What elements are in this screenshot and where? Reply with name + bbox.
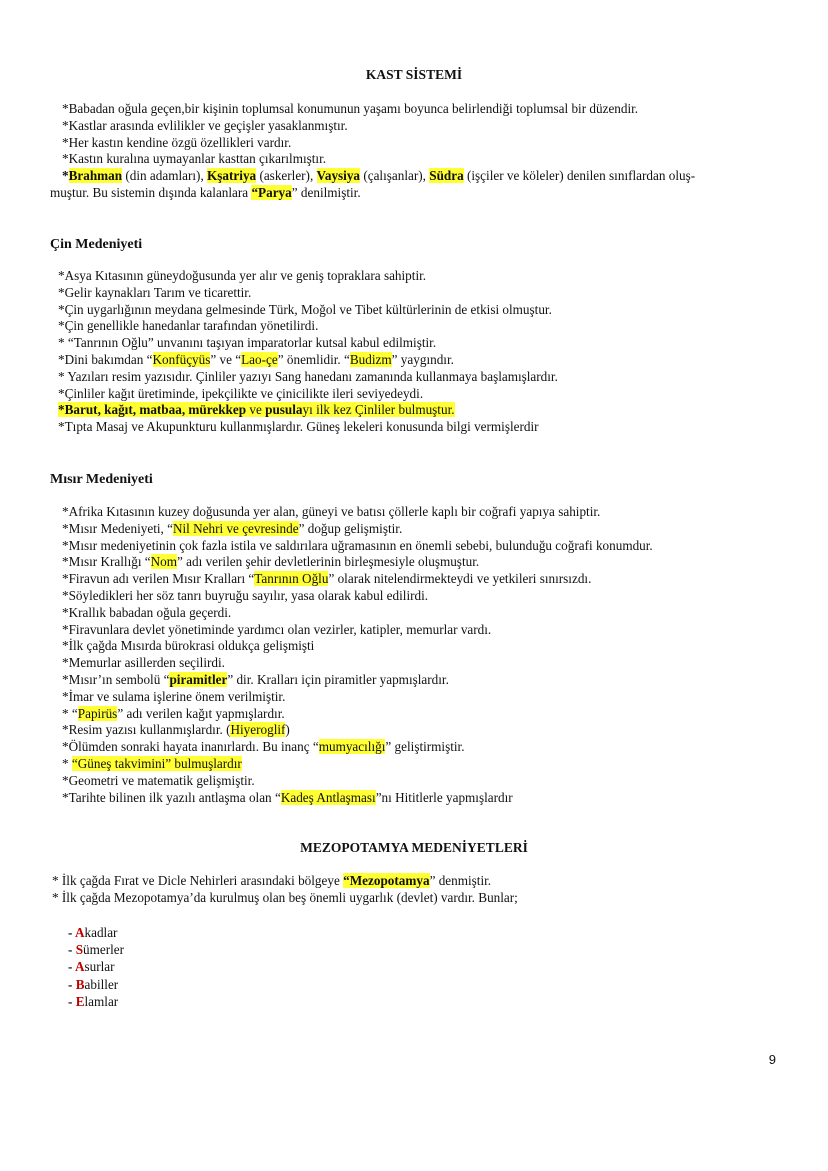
misir-line-3: *Mısır medeniyetinin çok fazla istila ve saldırılara uğramasının en önemli sebebi, bulunduğu coğrafi konumdur. — [62, 537, 653, 553]
kast-text-f: ” denilmiştir. — [291, 185, 361, 200]
misir-text-16a: * — [62, 755, 72, 771]
misir-hiyeroglif: Hiyeroglif — [230, 722, 286, 738]
mezo-line-1 — [52, 873, 518, 890]
misir-text-5b: ” olarak nitelendirmekteydi ve yetkileri sınırsızdı. — [328, 571, 592, 587]
list-dash: - — [68, 976, 76, 992]
mezo-section — [52, 873, 518, 907]
kast-text-e: muştur. Bu sistemin dışında kalanlara — [50, 185, 252, 200]
misir-line-18 — [62, 790, 653, 807]
kast-line-2: *Kastlar arasında evlilikler ve geçişler yasaklanmıştır. — [62, 117, 348, 133]
kast-title: KAST SİSTEMİ — [365, 67, 463, 82]
cin-pusula: pusula — [265, 402, 303, 418]
misir-text-15b: ” geliştirmiştir. — [385, 739, 465, 755]
misir-line-13 — [62, 706, 653, 723]
cin-line-9 — [58, 402, 558, 419]
misir-papirus: Papirüs — [77, 705, 118, 721]
mezo-mezopotamya: “Mezopotamya — [343, 873, 430, 888]
list-initial: A — [74, 925, 85, 940]
list-item — [68, 958, 124, 975]
cin-text-c: ” önemlidir. “ — [277, 351, 350, 367]
cin-lao-ce: Lao-çe — [241, 351, 278, 367]
misir-line-7: *Krallık babadan oğula geçerdi. — [62, 604, 232, 620]
misir-text-11a: *Mısır’ın sembolü “ — [62, 671, 170, 687]
list-initial: A — [74, 959, 85, 975]
civilization-list — [68, 924, 124, 1010]
kast-vaysiya: Vaysiya — [316, 168, 361, 184]
list-initial: B — [75, 976, 85, 992]
cin-text-a: *Dini bakımdan “ — [58, 351, 153, 367]
misir-text-15a: *Ölümden sonraki hayata inanırlardı. Bu inanç “ — [62, 739, 319, 755]
cin-text-d: ” yaygındır. — [391, 351, 454, 367]
misir-line-14 — [62, 722, 653, 739]
kast-brahman: Brahman — [68, 168, 123, 184]
misir-mumyacilik: mumyacılığı — [318, 739, 386, 755]
misir-line-6: *Söyledikleri her söz tanrı buyruğu sayılır, yasa olarak kabul edilirdi. — [62, 587, 429, 603]
misir-line-9: *İlk çağda Mısırda bürokrasi oldukça gelişmişti — [62, 638, 315, 654]
list-dash: - — [68, 925, 75, 940]
list-initial: S — [75, 942, 84, 958]
cin-line-4: *Çin genellikle hanedanlar tarafından yönetilirdi. — [58, 318, 319, 334]
misir-tanrinin-oglu: Tanrının Oğlu — [254, 571, 329, 587]
misir-text-14a: *Resim yazısı kullanmışlardır. ( — [62, 722, 231, 738]
list-item — [68, 976, 124, 993]
misir-text-14b: ) — [285, 722, 290, 738]
mezo-title: MEZOPOTAMYA MEDENİYETLERİ — [300, 840, 528, 855]
misir-piramitler: piramitler — [169, 671, 228, 687]
list-text: ümerler — [83, 942, 125, 958]
cin-line-1: *Asya Kıtasının güneydoğusunda yer alır ve geniş topraklara sahiptir. — [58, 268, 427, 283]
mezo-text-1b: ” denmiştir. — [429, 873, 492, 888]
list-initial: E — [75, 993, 85, 1009]
list-text: lamlar — [84, 993, 119, 1009]
misir-text-13a: * “ — [62, 705, 78, 721]
kast-ksatriya: Kşatriya — [207, 168, 257, 184]
list-dash: - — [68, 942, 76, 958]
list-text: surlar — [84, 959, 115, 975]
cin-line-2: *Gelir kaynakları Tarım ve ticarettir. — [58, 284, 252, 300]
cin-budizm: Budizm — [349, 351, 392, 367]
kast-text-a: (din adamları), — [122, 168, 208, 184]
cin-line-5: * “Tanrının Oğlu” unvanını taşıyan imparatorlar kutsal kabul edilmiştir. — [58, 335, 437, 351]
cin-text-b: ” ve “ — [210, 351, 242, 367]
cin-section — [58, 268, 558, 436]
misir-text-11b: ” dir. Kralları için piramitler yapmışlardır. — [227, 671, 449, 687]
cin-line-8: *Çinliler kağıt üretiminde, ipekçilikte ve çinicilikte ileri seviyedeydi. — [58, 385, 424, 401]
misir-line-16 — [62, 756, 653, 773]
misir-line-4 — [62, 554, 653, 571]
misir-line-12: *İmar ve sulama işlerine önem verilmiştir. — [62, 688, 286, 704]
cin-line-3: *Çin uygarlığının meydana gelmesinde Türk, Moğol ve Tibet kültürlerinin de etkisi olmuştur. — [58, 301, 552, 317]
misir-text-2a: *Mısır Medeniyeti, “ — [62, 520, 173, 536]
list-dash: - — [68, 959, 75, 975]
kast-line-5 — [62, 168, 768, 185]
kast-line-1: *Babadan oğula geçen,bir kişinin toplumsal konumunun yaşamı boyunca belirlendiği toplumsal bir düzendir. — [62, 101, 639, 116]
misir-text-4b: ” adı verilen şehir devletlerinin birleşmesiyle oluşmuştur. — [177, 554, 480, 570]
misir-gunes-takvimi: “Güneş takvimini” bulmuşlardır — [71, 755, 242, 771]
cin-heading: Çin Medeniyeti — [50, 237, 143, 252]
cin-line-6 — [58, 352, 558, 369]
misir-line-17: *Geometri ve matematik gelişmiştir. — [62, 772, 255, 788]
misir-text-4a: *Mısır Krallığı “ — [62, 554, 151, 570]
misir-text-13b: ” adı verilen kağıt yapmışlardır. — [117, 705, 285, 721]
kast-text-d: (işçiler ve köleler) denilen sınıflardan oluş- — [463, 168, 696, 184]
misir-line-10: *Memurlar asillerden seçilirdi. — [62, 655, 225, 671]
misir-text-18a: *Tarihte bilinen ilk yazılı antlaşma olan “ — [62, 789, 281, 805]
misir-line-2 — [62, 521, 653, 538]
cin-text-e: yı ilk kez Çinliler bulmuştur. — [302, 402, 455, 418]
cin-line-7: * Yazıları resim yazısıdır. Çinliler yazıyı Sang hanedanı zamanında kullanmaya başlamışlardır. — [58, 368, 558, 384]
list-text: abiller — [84, 976, 119, 992]
page-number: 9 — [768, 1052, 776, 1067]
kast-sudra: Südra — [429, 168, 464, 184]
list-item — [68, 993, 124, 1010]
misir-kades: Kadeş Antlaşması — [280, 789, 376, 805]
misir-line-1: *Afrika Kıtasının kuzey doğusunda yer alan, güneyi ve batısı çöllerle kaplı bir coğrafi yapıya sahiptir. — [62, 504, 601, 519]
mezo-text-1a: * İlk çağda Fırat ve Dicle Nehirleri arasındaki bölgeye — [52, 873, 344, 888]
misir-line-11 — [62, 672, 653, 689]
kast-text-b: (askerler), — [256, 168, 317, 184]
list-item — [68, 941, 124, 958]
misir-heading: Mısır Medeniyeti — [50, 472, 153, 487]
kast-parya: “Parya — [251, 185, 292, 200]
cin-line-10: *Tıpta Masaj ve Akupunkturu kullanmışlardır. Güneş lekeleri konusunda bilgi vermişlerdir — [58, 419, 539, 435]
misir-section — [62, 504, 653, 806]
misir-text-5a: *Firavun adı verilen Mısır Kralları “ — [62, 571, 255, 587]
mezo-line-2: * İlk çağda Mezopotamya’da kurulmuş olan beş önemli uygarlık (devlet) vardır. Bunlar; — [52, 889, 518, 905]
kast-section — [62, 101, 768, 185]
kast-line-4: *Kastın kuralına uymayanlar kasttan çıkarılmıştır. — [62, 151, 327, 167]
kast-line-3: *Her kastın kendine özgü özellikleri vardır. — [62, 134, 292, 150]
kast-line-6 — [50, 185, 361, 202]
misir-text-18b: ”nı Hititlerle yapmışlardır — [375, 789, 513, 805]
cin-konfucyus: Konfüçyüs — [152, 351, 211, 367]
misir-line-8: *Firavunlara devlet yönetiminde yardımcı olan vezirler, katipler, memurlar vardı. — [62, 621, 492, 637]
misir-nom: Nom — [150, 554, 178, 570]
list-item — [68, 924, 124, 941]
cin-inventions: *Barut, kağıt, matbaa, mürekkep — [58, 402, 247, 418]
misir-nil: Nil Nehri ve çevresinde — [172, 520, 299, 536]
kast-text-c: (çalışanlar), — [360, 168, 430, 184]
misir-text-2b: ” doğup gelişmiştir. — [298, 520, 403, 536]
misir-line-15 — [62, 739, 653, 756]
list-text: kadlar — [84, 925, 118, 940]
list-dash: - — [68, 993, 76, 1009]
kast-star: * — [62, 168, 69, 184]
cin-text-ve: ve — [246, 402, 266, 418]
misir-line-5 — [62, 571, 653, 588]
